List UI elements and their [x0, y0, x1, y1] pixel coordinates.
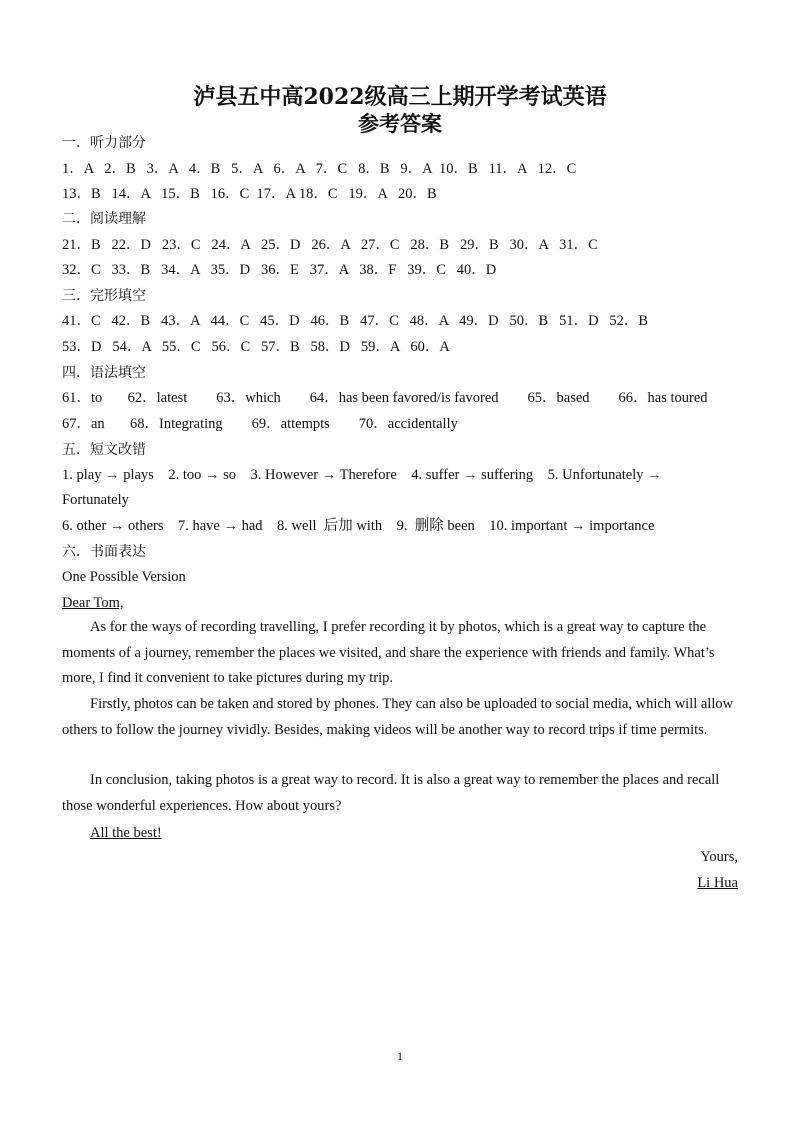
page-title: 泸县五中高2022级高三上期开学考试英语	[193, 84, 607, 110]
section-heading-grammar: 四．语法填空	[62, 365, 146, 381]
answer-line: 13．B 14．A 15．B 16．C 17．A 18．C 19．A 20．B	[62, 186, 437, 202]
answer-line: 21．B 22．D 23．C 24．A 25．D 26．A 27．C 28．B 29．B 30．A 31．C	[62, 237, 598, 253]
answer-line: 1. play → plays 2. too → so 3. However → Therefore 4. suffer → suffering 5. Unfortunately →	[62, 467, 662, 483]
answer-line: 53．D 54．A 55．C 56．C 57．B 58．D 59．A 60．A	[62, 339, 450, 355]
section-heading-cloze: 三．完形填空	[62, 288, 146, 304]
essay-paragraph: Firstly, photos can be taken and stored by phones. They can also be uploaded to social media, which will allow others to follow the journey vividly. Besides, making videos will be another way to record trips if time permits.	[62, 696, 734, 738]
essay-paragraph: In conclusion, taking photos is a great way to record. It is also a great way to remember the places and recall those wonderful experiences. How about yours?	[62, 772, 720, 814]
section-heading-reading: 二．阅读理解	[62, 211, 146, 227]
answer-line: 6. other → others 7. have → had 8. well 后加 with 9. 删除 been 10. important → importance	[62, 518, 655, 534]
answer-line: 32．C 33．B 34．A 35．D 36．E 37．A 38．F 39．C 40．D	[62, 262, 497, 278]
essay-version-label: One Possible Version	[62, 569, 186, 585]
answer-line: 61．to 62．latest 63．which 64．has been favored/is favored 65．based 66．has toured	[62, 390, 708, 406]
answer-line: Fortunately	[62, 492, 129, 508]
page-subtitle: 参考答案	[358, 111, 442, 136]
answer-line: 1．A 2．B 3．A 4．B 5．A 6．A 7．C 8．B 9．A 10．B 11．A 12．C	[62, 161, 577, 177]
answer-line: 67．an 68．Integrating 69．attempts 70．accidentally	[62, 416, 458, 432]
section-heading-listening: 一．听力部分	[62, 135, 146, 151]
essay-paragraph: As for the ways of recording travelling, I prefer recording it by photos, which is a great way to capture the moments of a journey, remember the places we visited, and share the experience with friends and family. What’s more, I find it convenient to take pictures during my trip.	[62, 619, 715, 686]
essay-signoff: Yours,	[700, 849, 738, 865]
answer-line: 41．C 42．B 43．A 44．C 45．D 46．B 47．C 48．A 49．D 50．B 51．D 52．B	[62, 313, 649, 329]
section-heading-writing: 六．书面表达	[62, 544, 146, 560]
page-number: 1	[397, 1049, 403, 1063]
essay-salutation: Dear Tom,	[62, 595, 124, 611]
essay-signature: Li Hua	[697, 875, 738, 891]
essay-closing: All the best!	[90, 825, 162, 841]
section-heading-correction: 五．短文改错	[62, 442, 146, 458]
